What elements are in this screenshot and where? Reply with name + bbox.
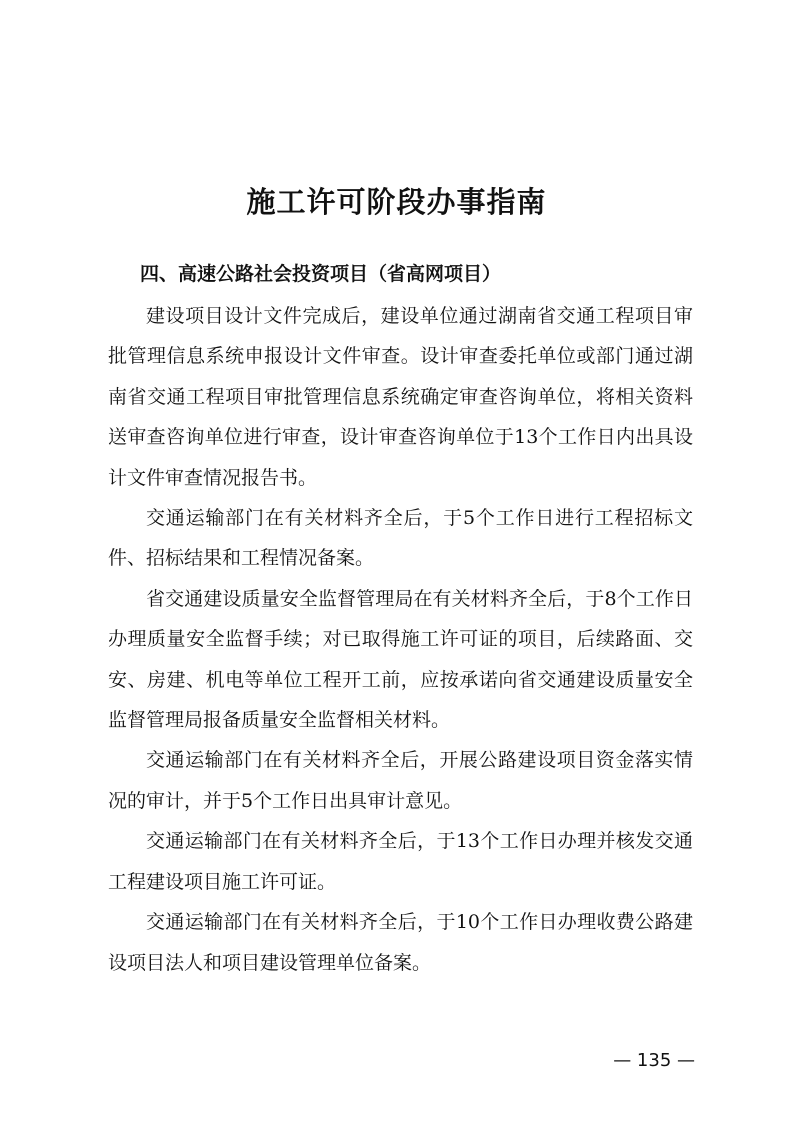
paragraph-design-review: 建设项目设计文件完成后，建设单位通过湖南省交通工程项目审批管理信息系统申报设计文件审查。设计审查委托单位或部门通过湖南省交通工程项目审批管理信息系统确定审查咨询单位，将相关资料送审查咨询单位进行审查，设计审查咨询单位于13个工作日内出具设计文件审查情况报告书。 (108, 305, 693, 489)
paragraph-funding-audit: 交通运输部门在有关材料齐全后，开展公路建设项目资金落实情况的审计，并于5个工作日出具审计意见。 (108, 749, 693, 812)
paragraph-quality-supervision: 省交通建设质量安全监督管理局在有关材料齐全后，于8个工作日办理质量安全监督手续；对已取得施工许可证的项目，后续路面、交安、房建、机电等单位工程开工前，应按承诺向省交通建设质量安全监督管理局报备质量安全监督相关材料。 (108, 587, 693, 732)
page-title: 施工许可阶段办事指南 (246, 185, 547, 219)
paragraph-toll-road-filing: 交通运输部门在有关材料齐全后，于10个工作日办理收费公路建设项目法人和项目建设管理单位备案。 (108, 911, 693, 974)
body-text (108, 296, 693, 983)
paragraph-tender-filing: 交通运输部门在有关材料齐全后，于5个工作日进行工程招标文件、招标结果和工程情况备案。 (108, 507, 693, 570)
section-heading: 四、高速公路社会投资项目（省高网项目） (140, 263, 502, 285)
page-number: — 135 — (613, 1050, 695, 1071)
paragraph-construction-permit: 交通运输部门在有关材料齐全后，于13个工作日办理并核发交通工程建设项目施工许可证。 (108, 830, 693, 893)
